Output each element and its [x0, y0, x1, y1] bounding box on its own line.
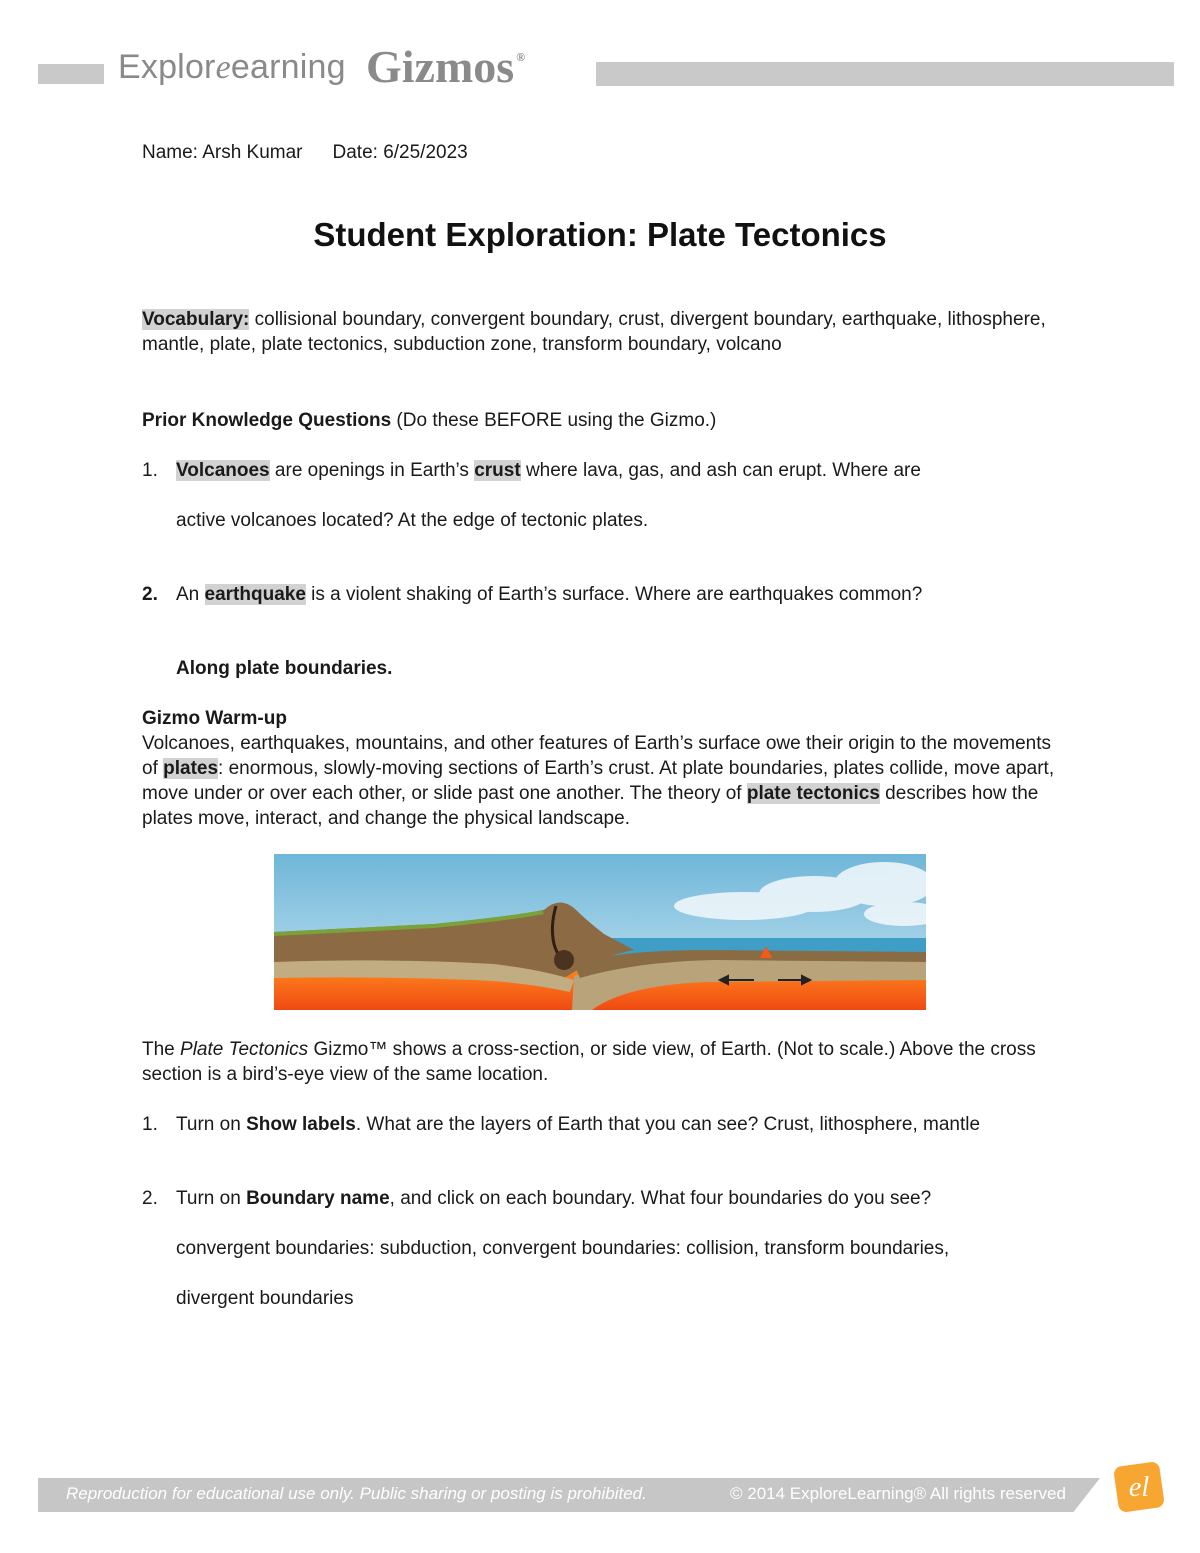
header-bar-right	[596, 62, 1174, 86]
vocabulary	[142, 307, 1082, 357]
boundary-name-term: Boundary name	[246, 1188, 390, 1209]
brand-logo: Exploreearning	[118, 48, 346, 86]
term-volcanoes: Volcanoes	[176, 460, 270, 481]
vocabulary-label: Vocabulary:	[142, 309, 250, 330]
explorelearning-logo-icon	[1110, 1458, 1168, 1516]
prior-knowledge-heading: Prior Knowledge Questions (Do these BEFORE using the Gizmo.)	[142, 410, 717, 431]
term-plate-tectonics: plate tectonics	[746, 783, 880, 804]
student-name: Name: Arsh Kumar	[142, 142, 303, 163]
show-labels-term: Show labels	[246, 1114, 356, 1135]
vocabulary-terms: collisional boundary, convergent boundary, crust, divergent boundary, earthquake, lithosphere, mantle, plate, plate tectonics, subduction zone, transform boundary, volcano	[142, 309, 1046, 355]
plate-tectonics-cross-section	[274, 854, 926, 1010]
footer-disclaimer: Reproduction for educational use only. Public sharing or posting is prohibited.	[66, 1484, 647, 1503]
gizmo-description: The Plate Tectonics Gizmo™ shows a cross-section, or side view, of Earth. (Not to scale.) Above the cross section is a bird’s-eye view of the same location.	[142, 1039, 1036, 1085]
term-plates: plates	[163, 758, 219, 779]
warmup-heading: Gizmo Warm-up	[142, 708, 287, 729]
svg-text:el: el	[1128, 1472, 1150, 1503]
magma-chamber	[554, 950, 574, 970]
header-bar-left	[38, 64, 104, 84]
product-logo: Gizmos ®	[366, 41, 526, 92]
student-meta	[142, 142, 468, 164]
term-crust: crust	[474, 460, 521, 481]
footer-copyright: © 2014 ExploreLearning® All rights reserved	[730, 1484, 1066, 1503]
page-title: Student Exploration: Plate Tectonics	[313, 216, 887, 253]
warmup-paragraph: Volcanoes, earthquakes, mountains, and other features of Earth’s surface owe their origin to the movements of plates: enormous, slowly-moving sections of Earth’s crust. At plate boundaries, plates collide, move apart, move under or over each other, or slide past one another. The theory of plate tectonics describes how the plates move, interact, and change the physical landscape.	[142, 733, 1055, 829]
term-earthquake: earthquake	[204, 584, 306, 605]
date: Date: 6/25/2023	[332, 142, 468, 163]
